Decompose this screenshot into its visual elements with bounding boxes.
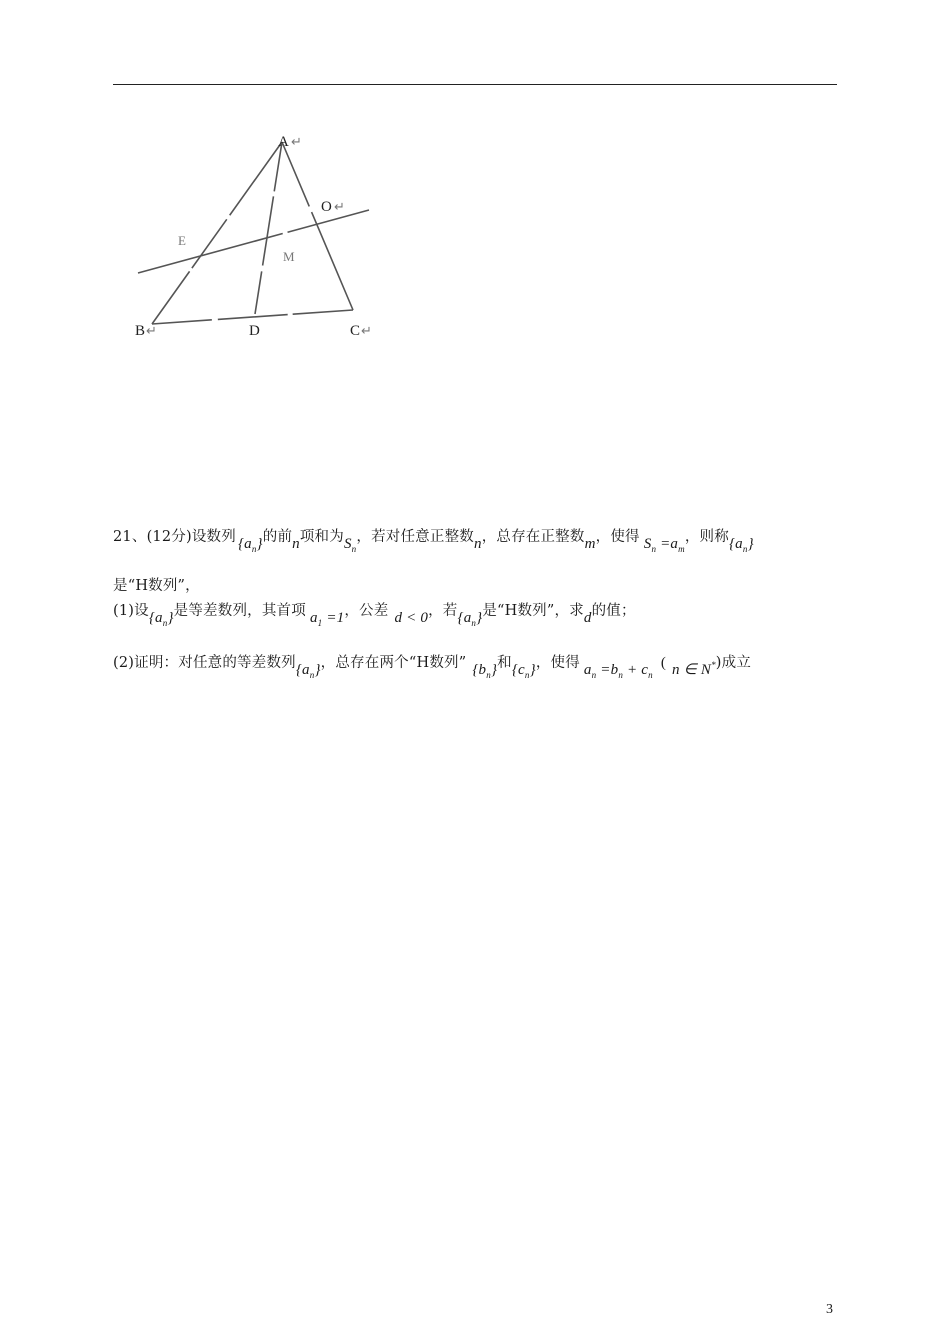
segment-ad bbox=[255, 142, 282, 314]
header-rule bbox=[113, 84, 837, 85]
text: ，若对任意正整数 bbox=[356, 529, 474, 545]
problem-21-part-2 bbox=[113, 653, 752, 680]
segment-ab bbox=[152, 142, 282, 324]
text: ，使得 bbox=[595, 529, 640, 545]
text: ，使得 bbox=[535, 655, 580, 671]
point-d-label: D bbox=[249, 323, 260, 339]
text: 设数列 bbox=[191, 529, 236, 545]
point-o-label: O bbox=[321, 199, 332, 215]
text: (1)设 bbox=[113, 603, 149, 619]
return-mark-c: ↵ bbox=[361, 323, 372, 338]
text: 是等差数列，其首项 bbox=[173, 603, 306, 619]
math-a1-eq-1: $a_1 =1$ bbox=[309, 610, 345, 628]
math-seq-a2: $\{a_n\}$ bbox=[457, 610, 483, 628]
math-sn: $S_n$ bbox=[343, 536, 357, 554]
vertex-c-label: C bbox=[350, 323, 361, 339]
vertex-b-label: B bbox=[135, 323, 146, 339]
math-n2: n bbox=[473, 536, 482, 552]
vertex-a-label: A bbox=[278, 134, 289, 150]
problem-21-line-1 bbox=[113, 527, 754, 554]
text: ，公差 bbox=[344, 603, 389, 619]
text: (2)证明：对任意的等差数列 bbox=[113, 655, 296, 671]
math-seq-a2: $\{a_n\}$ bbox=[728, 536, 754, 554]
math-seq-a: $\{a_n\}$ bbox=[295, 662, 321, 680]
line-eo bbox=[138, 210, 369, 273]
text: 和 bbox=[497, 655, 512, 671]
math-seq-a: $\{a_n\}$ bbox=[148, 610, 174, 628]
triangle-figure bbox=[128, 128, 378, 343]
text: 是“H数列”，求 bbox=[482, 603, 584, 619]
text: 的值； bbox=[591, 603, 636, 619]
math-seq-a: $\{a_n\}$ bbox=[237, 536, 263, 554]
point-e-label: E bbox=[178, 233, 186, 248]
return-mark-b: ↵ bbox=[146, 323, 157, 338]
math-m: m bbox=[584, 536, 596, 552]
problem-21-line-2: 是“H数列”， bbox=[113, 578, 200, 594]
text: ，总存在两个“H数列” bbox=[320, 655, 467, 671]
return-mark-a: ↵ bbox=[291, 134, 302, 149]
segment-ac bbox=[282, 142, 353, 310]
math-sn-eq-am: $S_n =a_m$ bbox=[643, 536, 685, 554]
problem-21-part-1 bbox=[113, 601, 636, 628]
paren-open: ( bbox=[660, 655, 667, 671]
math-an-eq-bn-plus-cn: $a_n =b_n + c_n$ bbox=[583, 662, 653, 680]
problem-points: (12分) bbox=[146, 529, 192, 545]
math-n: n bbox=[292, 536, 300, 552]
text: ，若 bbox=[428, 603, 458, 619]
triangle-diagram bbox=[128, 128, 378, 343]
segment-bc bbox=[152, 310, 353, 324]
problem-number: 21、 bbox=[113, 529, 147, 545]
text: 项和为 bbox=[299, 529, 344, 545]
text: )成立 bbox=[715, 655, 752, 671]
text: ，总存在正整数 bbox=[481, 529, 585, 545]
math-seq-c: $\{c_n\}$ bbox=[511, 662, 536, 680]
math-n-in-nstar: n ∈ N* bbox=[672, 660, 716, 678]
point-m-label: M bbox=[283, 249, 295, 264]
return-mark-o: ↵ bbox=[334, 199, 345, 214]
page-number: 3 bbox=[826, 1302, 833, 1317]
math-seq-b: $\{b_n\}$ bbox=[472, 662, 498, 680]
text: 的前 bbox=[262, 529, 293, 545]
math-d: d bbox=[583, 610, 592, 626]
text: ，则称 bbox=[684, 529, 729, 545]
math-d-lt-0: d < 0 bbox=[394, 610, 429, 626]
